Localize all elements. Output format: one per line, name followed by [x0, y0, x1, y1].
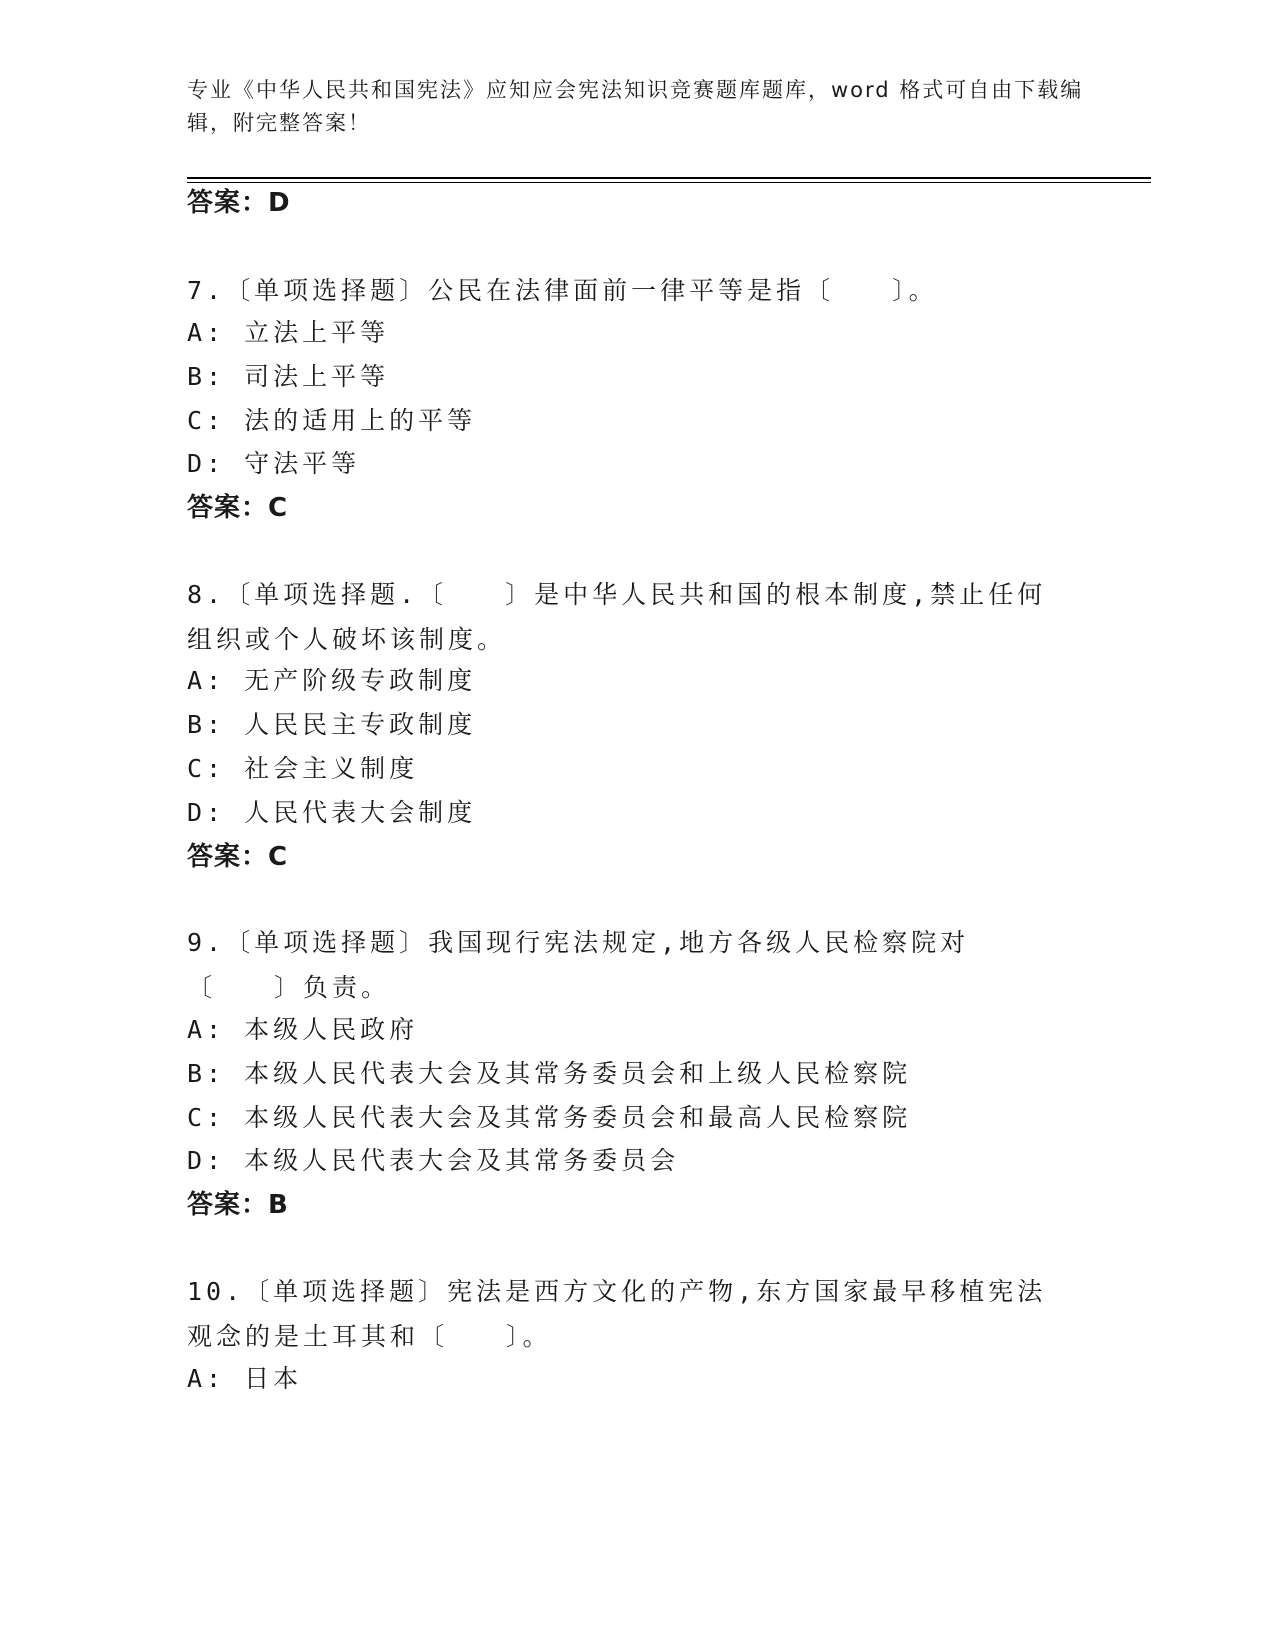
header-divider: [187, 177, 1151, 179]
question-9-option-a: A: 本级人民政府: [187, 1015, 419, 1044]
question-10-option-a: A: 日本: [187, 1364, 303, 1393]
question-9-text: 9.〔单项选择题〕我国现行宪法规定,地方各级人民检察院对〔 〕负责。: [187, 928, 970, 1002]
question-7-option-b: B: 司法上平等: [187, 362, 390, 391]
question-7-text: 7.〔单项选择题〕公民在法律面前一律平等是指〔 〕。: [187, 276, 938, 305]
question-9-option-b: B: 本级人民代表大会及其常务委员会和上级人民检察院: [187, 1059, 912, 1088]
question-8-option-b: B: 人民民主专政制度: [187, 710, 477, 739]
question-7-option-d: D: 守法平等: [187, 449, 361, 478]
question-9-answer: 答案：B: [187, 1190, 289, 1220]
question-8-answer: 答案：C: [187, 842, 289, 872]
header-divider-thin: [187, 182, 1151, 183]
document-header: 专业《中华人民共和国宪法》应知应会宪法知识竞赛题库题库，word 格式可自由下载编辑，附完整答案！: [187, 78, 1084, 135]
question-7-option-c: C: 法的适用上的平等: [187, 406, 477, 435]
question-7-option-a: A: 立法上平等: [187, 318, 390, 347]
question-8-option-a: A: 无产阶级专政制度: [187, 666, 477, 695]
question-8-option-c: C: 社会主义制度: [187, 754, 419, 783]
question-8-text: 8.〔单项选择题.〔 〕是中华人民共和国的根本制度,禁止任何组织或个人破坏该制度。: [187, 580, 1047, 654]
question-8-option-d: D: 人民代表大会制度: [187, 798, 477, 827]
question-9-option-c: C: 本级人民代表大会及其常务委员会和最高人民检察院: [187, 1103, 912, 1132]
question-7-answer: 答案：C: [187, 493, 289, 523]
answer-line: 答案：D: [187, 188, 291, 218]
question-10-text: 10.〔单项选择题〕宪法是西方文化的产物,东方国家最早移植宪法观念的是土耳其和〔 〕。: [187, 1277, 1047, 1351]
question-9-option-d: D: 本级人民代表大会及其常务委员会: [187, 1146, 680, 1175]
